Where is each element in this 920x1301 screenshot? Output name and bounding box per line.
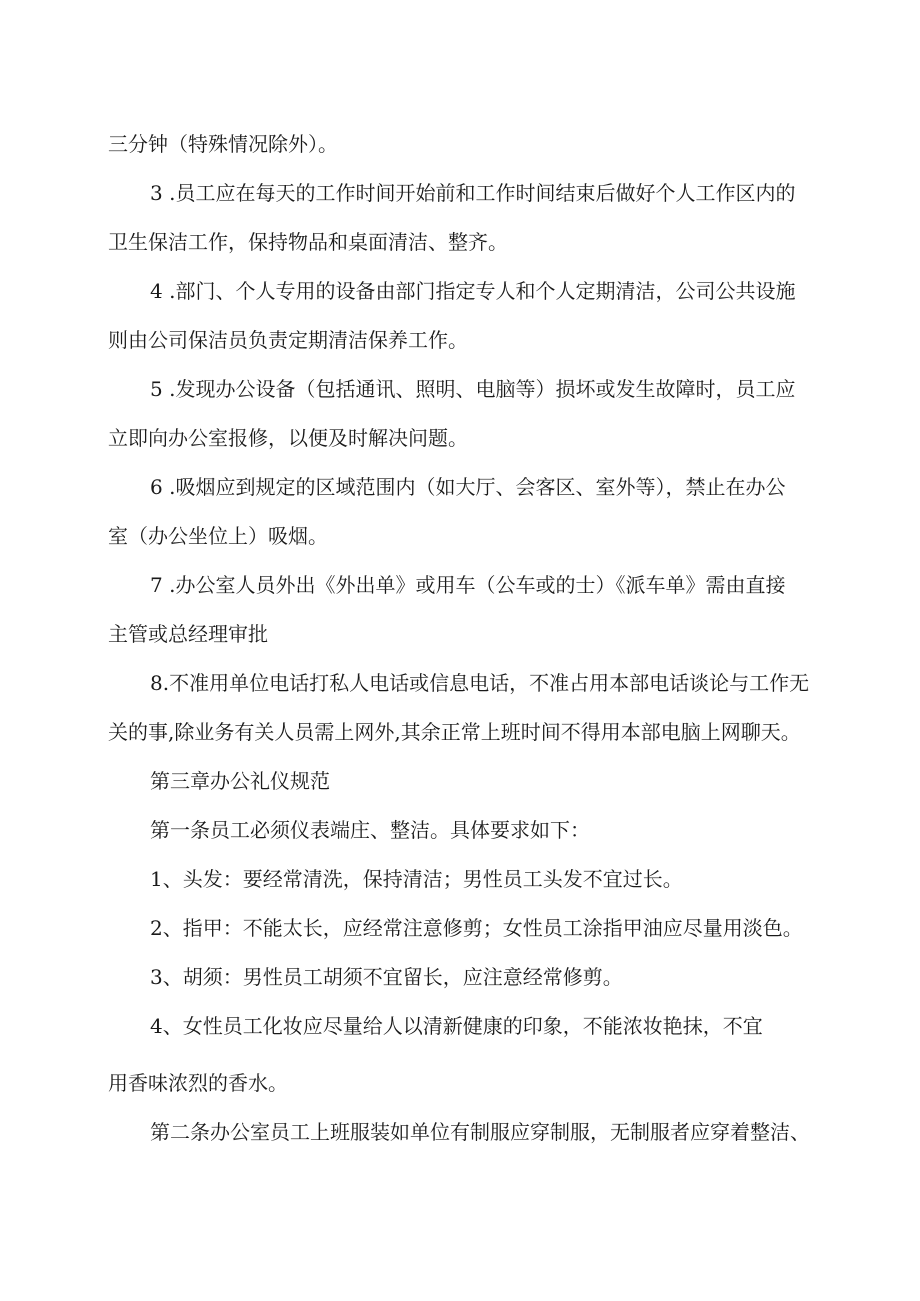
text-line: 3、胡须：男性员工胡须不宜留长，应注意经常修剪。 (150, 965, 623, 989)
text-line: 8.不准用单位电话打私人电话或信息电话，不准占用本部电话谈论与工作无 (150, 671, 810, 695)
text-line: 用香味浓烈的香水。 (108, 1071, 288, 1095)
text-line: 卫生保洁工作，保持物品和桌面清洁、整齐。 (108, 230, 508, 254)
text-line: 则由公司保洁员负责定期清洁保养工作。 (108, 328, 468, 352)
text-line: 三分钟（特殊情况除外）。 (108, 132, 338, 156)
text-line: 6 .吸烟应到规定的区域范围内（如大厅、会客区、室外等），禁止在办公 (150, 475, 786, 499)
text-line: 立即向办公室报修，以便及时解决问题。 (108, 426, 468, 450)
text-line: 第二条办公室员工上班服装如单位有制服应穿制服，无制服者应穿着整洁、 (150, 1120, 810, 1144)
chapter-heading: 第三章办公礼仪规范 (150, 769, 330, 793)
text-line: 4 .部门、个人专用的设备由部门指定专人和个人定期清洁，公司公共设施 (150, 279, 796, 303)
text-line: 室（办公坐位上）吸烟。 (108, 524, 328, 548)
text-line: 2、指甲：不能太长，应经常注意修剪；女性员工涂指甲油应尽量用淡色。 (150, 916, 803, 940)
text-line: 主管或总经理审批 (108, 622, 268, 646)
text-line: 3 .员工应在每天的工作时间开始前和工作时间结束后做好个人工作区内的 (150, 181, 796, 205)
text-line: 关的事,除业务有关人员需上网外,其余正常上班时间不得用本部电脑上网聊天。 (108, 720, 801, 744)
text-line: 5 .发现办公设备（包括通讯、照明、电脑等）损坏或发生故障时，员工应 (150, 377, 796, 401)
text-line: 第一条员工必须仪表端庄、整洁。具体要求如下： (150, 818, 590, 842)
text-line: 1、头发：要经常清洗，保持清洁；男性员工头发不宜过长。 (150, 867, 683, 891)
text-line: 4、女性员工化妆应尽量给人以清新健康的印象，不能浓妆艳抹，不宜 (150, 1014, 763, 1038)
text-line: 7 .办公室人员外出《外出单》或用车（公车或的士）《派车单》需由直接 (150, 573, 786, 597)
